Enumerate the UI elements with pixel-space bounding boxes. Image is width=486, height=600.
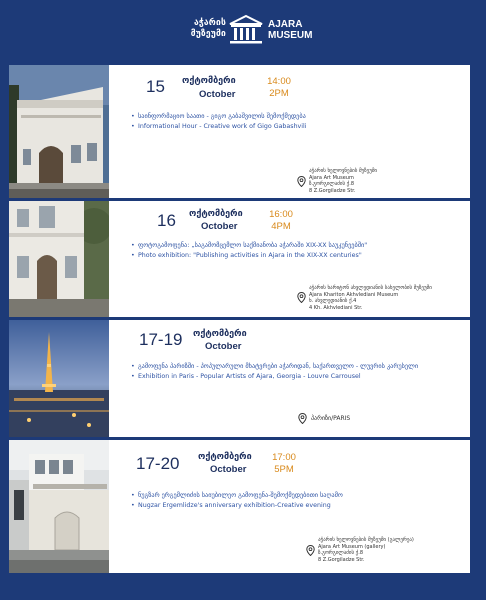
event-time: [264, 452, 304, 476]
event-venue: [309, 168, 377, 194]
event-month-geo: ოქტომბერი: [189, 209, 243, 219]
event-day: 17-20: [136, 454, 180, 473]
venue-name-en: Ajara Art Museum: [309, 174, 354, 181]
event-card-3: [9, 320, 470, 437]
logo-en-line2: MUSEUM: [268, 30, 313, 41]
event-card-4: [9, 440, 470, 573]
event-venue-city: პარიზი/PARIS: [311, 415, 351, 422]
location-pin-icon: [306, 545, 315, 556]
event-time-12h: 2PM: [269, 88, 289, 99]
event-month-en: October: [205, 341, 242, 352]
event-description: [131, 491, 458, 510]
event-time: [259, 76, 299, 100]
event-desc-en: • Informational Hour - Creative work of Gigo Gabashvili: [131, 122, 458, 132]
venue-name-geo: აჭარის ხარიტონ ახვლედიანის სახელობის მუზეუმი: [309, 285, 432, 291]
venue-address-en: 8 Z.Gorgiladze Str.: [309, 187, 356, 194]
museum-building-icon: [228, 14, 264, 46]
venue-name-en: Ajara Art Museum (gallery): [318, 543, 386, 550]
logo-geo-line1: აჭარის: [193, 18, 226, 28]
event-desc-geo: • ფოტოგამოფენა: „საგამომცემლო საქმიანობა აჭარაში XIX-XX საუკუნეებში": [131, 241, 458, 251]
event-photo-paris: [9, 320, 109, 437]
venue-address-en: 4 Kh. Akhvlediani Str.: [309, 304, 363, 311]
event-day: 16: [157, 211, 176, 230]
header: [0, 0, 486, 60]
event-month-geo: ოქტომბერი: [198, 452, 252, 462]
event-time-12h: 4PM: [271, 221, 291, 232]
logo-en-line1: AJARA: [268, 19, 303, 30]
event-month-en: October: [201, 221, 238, 232]
event-time-24h: 17:00: [272, 452, 296, 463]
event-month-geo: ოქტომბერი: [193, 329, 247, 339]
event-time-24h: 16:00: [269, 209, 293, 220]
event-venue: [309, 285, 432, 311]
venue-name-geo: აჭარის ხელოვნების მუზეუმი: [309, 168, 378, 174]
event-day: 15: [146, 77, 165, 96]
logo-georgian-text: [184, 18, 226, 40]
event-desc-en: • Photo exhibition: "Publishing activities in Ajara in the XIX-XX centuries": [131, 251, 458, 261]
logo-geo-line2: მუზეუმი: [190, 29, 226, 39]
event-time-12h: 5PM: [274, 464, 294, 475]
event-card-2: [9, 201, 470, 317]
event-time-24h: 14:00: [267, 76, 291, 87]
venue-address-geo: ზ.გორგილაძის ქ.8: [318, 550, 363, 556]
event-description: [131, 241, 458, 260]
event-month-en: October: [210, 464, 247, 475]
event-venue: [318, 537, 414, 563]
event-month-en: October: [199, 89, 236, 100]
event-month-geo: ოქტომბერი: [182, 76, 236, 86]
event-time: [261, 209, 301, 233]
event-desc-geo: • ნუგზარ ერგემლიძის საიუბილეო გამოფენა-შემოქმედებითი საღამო: [131, 491, 458, 501]
event-desc-geo: • საინფორმაციო საათი - გიგო გაბაშვილის შემოქმედება: [131, 112, 458, 122]
venue-address-geo: ხ. ახვლედიანის ქ.4: [309, 298, 357, 304]
venue-address-en: 8 Z.Gorgiladze Str.: [318, 556, 365, 563]
event-card-1: [9, 65, 470, 198]
location-pin-icon: [297, 176, 306, 187]
event-description: [131, 112, 458, 131]
event-description: [131, 362, 458, 381]
event-day: 17-19: [139, 330, 183, 349]
event-desc-en: • Exhibition in Paris - Popular Artists of Ajara, Georgia - Louvre Carrousel: [131, 372, 458, 382]
venue-address-geo: ზ.გორგილაძის ქ.8: [309, 181, 354, 187]
location-pin-icon: [297, 292, 306, 303]
event-desc-geo: • გამოფენა პარიზში - პოპულარული მხატვრები აჭარიდან, საქართველო - ლუვრის კარუსელი: [131, 362, 458, 372]
location-pin-icon: [298, 413, 307, 424]
event-desc-en: • Nugzar Ergemlidze's anniversary exhibition-Creative evening: [131, 501, 458, 511]
event-photo-art-museum: [9, 65, 109, 198]
venue-name-en: Ajara Khariton Akhvlediani Museum: [309, 291, 399, 298]
venue-name-geo: აჭარის ხელოვნების მუზეუმი (გალერეა): [318, 537, 414, 543]
logo-english-text: [268, 19, 312, 41]
event-photo-akhvlediani-museum: [9, 201, 109, 317]
event-photo-art-museum-gallery: [9, 440, 109, 573]
